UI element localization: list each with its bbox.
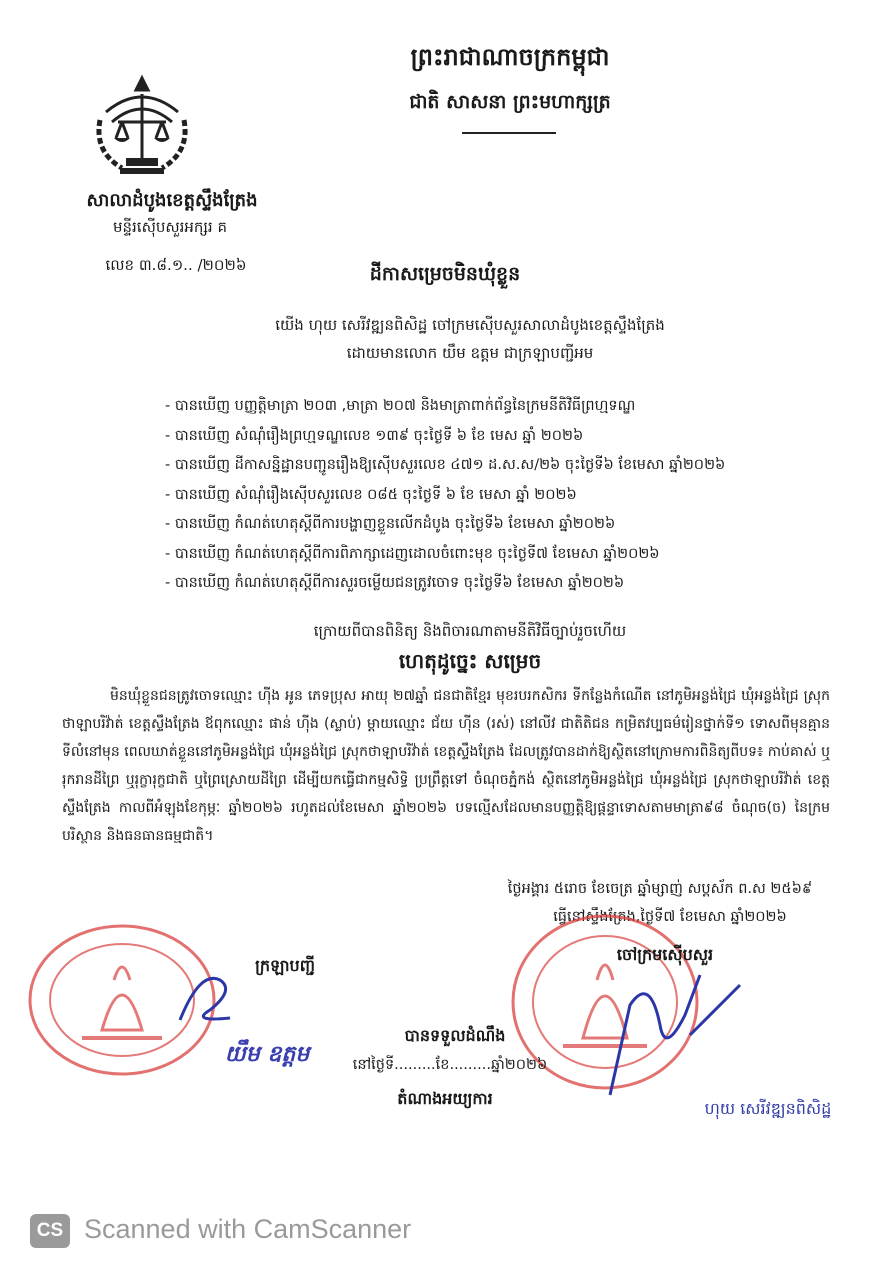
court-emblem-icon [88, 72, 196, 182]
receipt-date-line: នៅថ្ងៃទី.........ខែ.........ឆ្នាំ២០២៦ [352, 1057, 548, 1073]
clerk-title: ក្រឡាបញ្ជី [255, 956, 315, 975]
decision-body [62, 682, 830, 850]
list-item: - បានឃើញ ដីកាសន្និដ្ឋានបញ្ជូនរឿងឱ្យស៊ើបសួរលេខ ៤៧១ ដ.ស.ស/២៦ ចុះថ្ងៃទី៦ ខែមេសា ឆ្នាំ២០២៦ [165, 457, 726, 473]
receipt-heading: បានទទួលដំណឹង [404, 1026, 506, 1045]
national-motto: ជាតិ សាសនា ព្រះមហាក្សត្រ [409, 91, 611, 113]
judge-name: ហុយ សេរីវឌ្ឍនពិសិដ្ឋ [704, 1099, 832, 1118]
reasons-heading: ហេតុដូច្នេះ សម្រេច [398, 649, 542, 673]
judge-intro-line: យើង ហុយ សេរីវឌ្ឍនពិសិដ្ឋ ចៅក្រមស៊ើបសួរសាលាដំបូងខេត្តស្ទឹងត្រែង [275, 316, 665, 334]
lunar-date: ថ្ងៃអង្គារ ៥រោច ខែចេត្រ ឆ្នាំម្សាញ់ សប្តស័ក ព.ស ២៥៦៩ [507, 881, 813, 897]
camscanner-logo-icon: CS [30, 1214, 70, 1248]
considerations-list [165, 392, 805, 599]
judge-title: ចៅក្រមស៊ើបសួរ [616, 945, 714, 964]
clerk-name: យឹម ឧត្តម [224, 1042, 310, 1067]
after-review-line: ក្រោយពីបានពិនិត្យ និងពិចារណាតាមនីតិវិធីច្បាប់រួចហើយ [313, 622, 627, 640]
list-item: - បានឃើញ កំណត់ហេតុស្តីពីការពិភាក្សាដេញដោលចំពោះមុខ ចុះថ្ងៃទី៧ ខែមេសា ឆ្នាំ២០២៦ [165, 545, 660, 562]
list-item: - បានឃើញ សំណុំរឿងព្រហ្មទណ្ឌលេខ ១៣៩ ចុះថ្ងៃទី ៦ ខែ មេស ឆ្នាំ ២០២៦ [165, 427, 584, 444]
clerk-intro-line: ដោយមានលោក យឹម ឧត្តម ជាក្រឡាបញ្ជីអម [346, 344, 594, 362]
kingdom-heading: ព្រះរាជាណាចក្រកម្ពុជា [410, 43, 610, 71]
court-name: សាលាដំបូងខេត្តស្ទឹងត្រែង [86, 190, 258, 211]
judge-signature [590, 945, 760, 1105]
watermark-text: Scanned with CamScanner [84, 1214, 412, 1244]
place-and-date: ធ្វើនៅស្ទឹងត្រែង,ថ្ងៃទី៧ ខែមេសា ឆ្នាំ២០២៦ [553, 909, 787, 925]
decision-paragraph: មិនឃុំខ្លួនជនត្រូវចោទឈ្មោះ ហ៊ីង អូន ភេទប្រុស អាយុ ២៧ឆ្នាំ ជនជាតិខ្មែរ មុខរបរកសិករ ទីកន្លែងកំណើត នៅភូមិអន្លង់ជ្រៃ ឃុំអន្លង់ជ្រៃ ស្រុកថាឡាបរិវ៉ាត់ ខេត្តស្ទឹងត្រែង ឪពុកឈ្មោះ ផាន់ ហ៊ីង (ស្លាប់) ម្តាយឈ្មោះ ជ័យ ហ៊ីន (រស់) នៅលីវ ជាតិតិជន កម្រិតវប្បធម៌រៀនថ្នាក់ទី១ ទោសពីមុនគ្មាន ទីលំនៅមុន ពេលឃាត់ខ្លួននៅភូមិអន្លង់ជ្រៃ ឃុំអន្លង់ជ្រៃ ស្រុកថាឡាបរិវ៉ាត់ ខេត្តស្ទឹងត្រែង ដែលត្រូវបានដាក់ឱ្យស្ថិតនៅក្រោមការពិនិត្យពីបទ៖ កាប់គាស់ ឬរុករានដីព្រៃ ឬរុក្ខារុក្ខជាតិ ឬព្រៃស្រោយដីព្រៃ ដើម្បីយកធ្វើជាកម្មសិទ្ធិ ប្រព្រឹត្តទៅ ចំណុចភ្នំកង់ ស្ថិតនៅភូមិអន្លង់ជ្រៃ ឃុំអន្លង់ជ្រៃ ស្រុកថាឡាបរិវ៉ាត់ ខេត្តស្ទឹងត្រែង កាលពីអំឡុងខែកុម្ភៈ ឆ្នាំ២០២៦ រហូតដល់ខែមេសា ឆ្នាំ២០២៦ បទល្មើសដែលមានបញ្ញត្តិឱ្យផ្តន្ទាទោសតាមមាត្រា៩៨ ចំណុច(ច) នៃក្រមបរិស្ថាន និងធនធានធម្មជាតិ។ [62, 688, 830, 844]
list-item: - បានឃើញ កំណត់ហេតុស្តីពីការសួរចម្លើយជនត្រូវចោទ ចុះថ្ងៃទី៦ ខែមេសា ឆ្នាំ២០២៦ [165, 575, 625, 591]
list-item: - បានឃើញ កំណត់ហេតុស្តីពីការបង្ហាញខ្លួនលើកដំបូង ចុះថ្ងៃទី៦ ខែមេសា ឆ្នាំ២០២៦ [165, 516, 616, 532]
investigation-office: មន្ទីរស៊ើបសួរអក្សរ គ [113, 218, 227, 236]
list-item: - បានឃើញ សំណុំរឿងស៊ើបសួរលេខ ០៨៥ ចុះថ្ងៃទី ៦ ខែ មេសា ឆ្នាំ ២០២៦ [165, 486, 577, 503]
header-divider [462, 132, 556, 134]
document-title: ដីកាសម្រេចមិនឃុំខ្លួន [369, 263, 521, 285]
scanner-watermark [30, 1212, 550, 1252]
prosecutor-representative: តំណាងអយ្យការ [397, 1089, 493, 1108]
list-item: - បានឃើញ បញ្ញត្តិមាត្រា ២០៣ ,មាត្រា ២០៧ និងមាត្រាពាក់ព័ន្ធនៃក្រមនីតិវិធីព្រហ្មទណ្ឌ [165, 398, 636, 414]
reference-number: លេខ ៣.៨.១.. /២០២៦ [105, 256, 247, 274]
